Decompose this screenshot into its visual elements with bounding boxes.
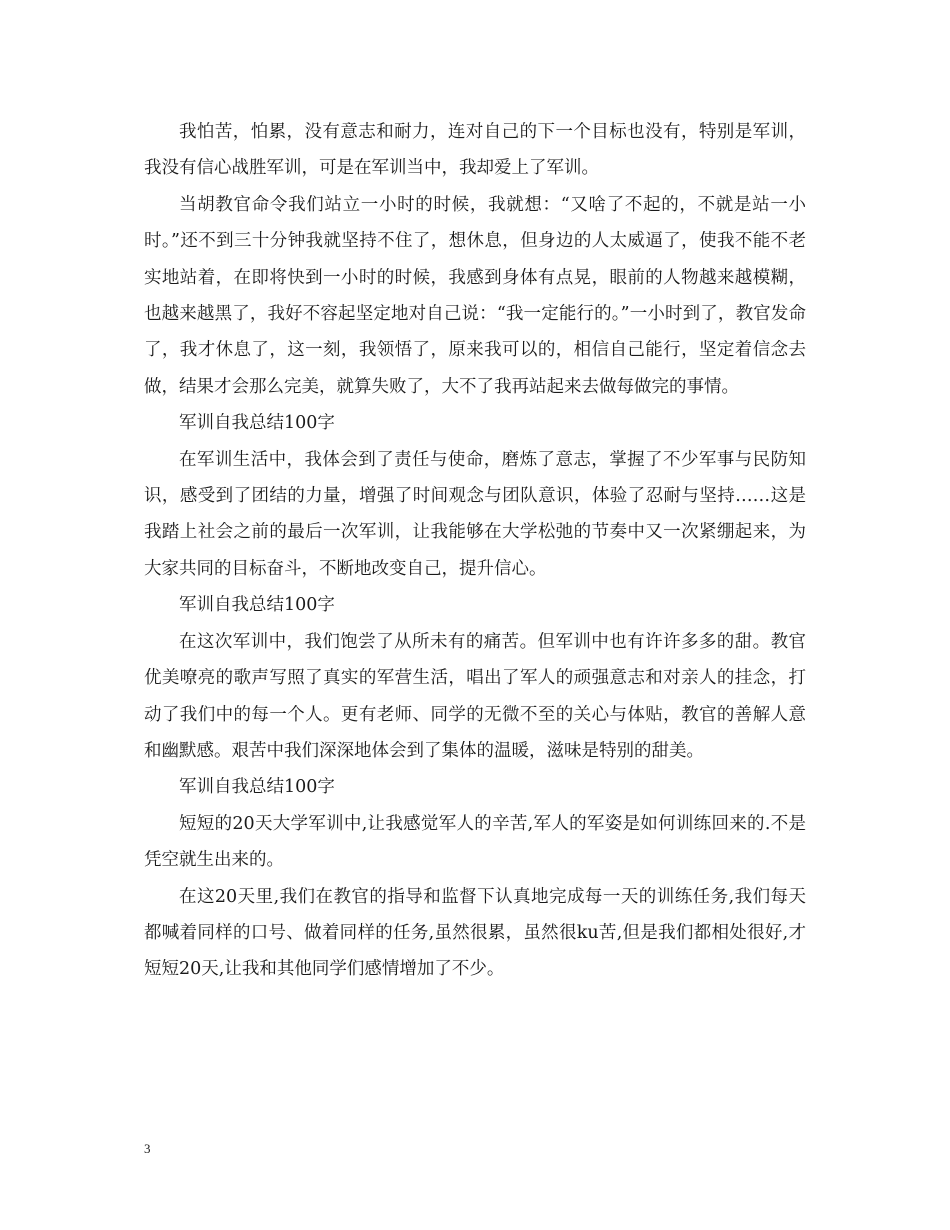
- paragraph: 在这20天里,我们在教官的指导和监督下认真地完成每一天的训练任务,我们每天都喊着同样的口号、做着同样的任务,虽然很累，虽然很ku苦,但是我们都相处很好,才短短20天,让我和其他同学们感情增加了不少。: [144, 886, 806, 980]
- document-body: [144, 114, 806, 988]
- page-number: 3: [144, 1141, 151, 1156]
- paragraph: 短短的20天大学军训中,让我感觉军人的辛苦,军人的军姿是如何训练回来的.不是凭空就生出来的。: [144, 813, 806, 871]
- paragraph: 在这次军训中，我们饱尝了从所未有的痛苦。但军训中也有许许多多的甜。教官优美嘹亮的歌声写照了真实的军营生活，唱出了军人的顽强意志和对亲人的挂念，打动了我们中的每一个人。更有老师、同学的无微不至的关心与体贴，教官的善解人意和幽默感。艰苦中我们深深地体会到了集体的温暖，滋味是特别的甜美。: [144, 631, 806, 761]
- section-heading: 军训自我总结100字: [179, 777, 335, 798]
- section-heading: 军训自我总结100字: [179, 595, 335, 616]
- paragraph: 当胡教官命令我们站立一小时的时候，我就想：“又啥了不起的，不就是站一小时。”还不到三十分钟我就坚持不住了，想休息，但身边的人太威逼了，使我不能不老实地站着，在即将快到一小时的时候，我感到身体有点晃，眼前的人物越来越模糊，也越来越黑了，我好不容起坚定地对自己说：“我一定能行的。”一小时到了，教官发命了，我才休息了，这一刻，我领悟了，原来我可以的，相信自己能行，坚定着信念去做，结果才会那么完美，就算失败了，大不了我再站起来去做每做完的事情。: [144, 194, 806, 397]
- paragraph: 我怕苦，怕累，没有意志和耐力，连对自己的下一个目标也没有，特别是军训，我没有信心战胜军训，可是在军训当中，我却爱上了军训。: [144, 122, 806, 179]
- section-heading: 军训自我总结100字: [179, 413, 335, 434]
- paragraph: 在军训生活中，我体会到了责任与使命，磨炼了意志，掌握了不少军事与民防知识，感受到了团结的力量，增强了时间观念与团队意识，体验了忍耐与坚持……这是我踏上社会之前的最后一次军训，让我能够在大学松弛的节奏中又一次紧绷起来，为大家共同的目标奋斗，不断地改变自己，提升信心。: [144, 449, 806, 579]
